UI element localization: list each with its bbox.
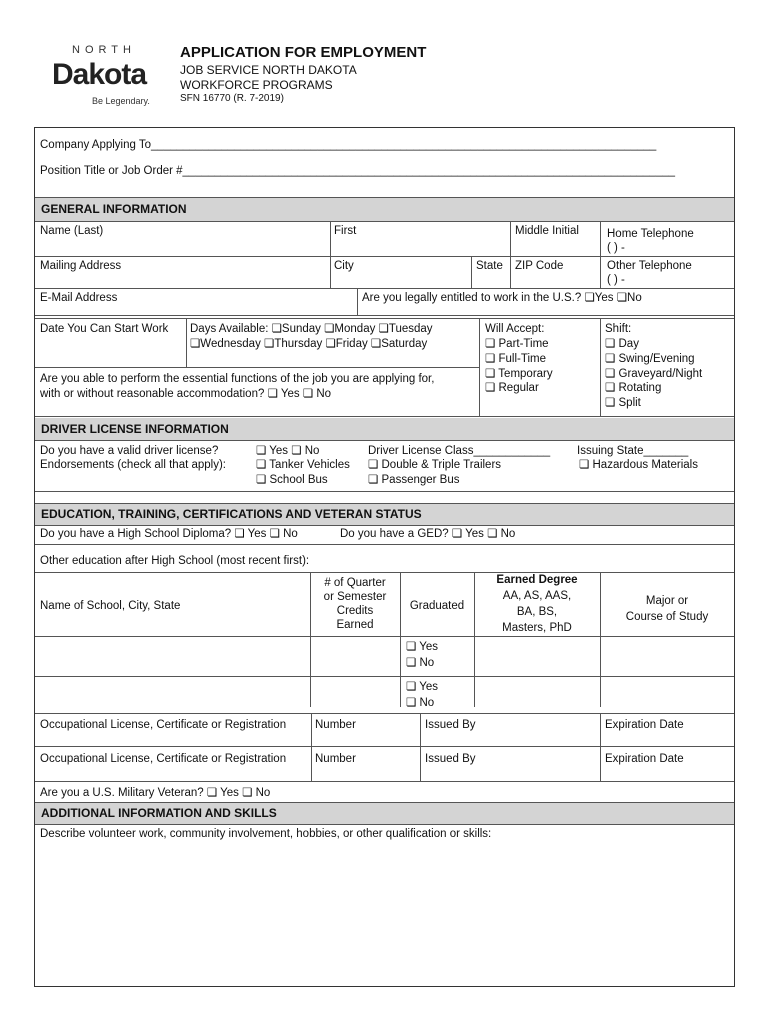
license-number-row2[interactable]: Number — [315, 753, 356, 765]
divider — [35, 525, 734, 526]
divider — [35, 746, 734, 747]
divider — [600, 572, 601, 707]
divider — [471, 256, 472, 288]
valid-license-options[interactable]: ❏ Yes ❏ No — [256, 445, 320, 457]
divider — [35, 491, 734, 492]
endorse-double-triple[interactable]: ❏ Double & Triple Trailers — [368, 459, 502, 471]
divider — [35, 676, 734, 677]
license-class-field[interactable]: Driver License Class____________ — [368, 445, 551, 457]
divider — [35, 572, 734, 573]
first-name-field[interactable]: First — [334, 225, 357, 237]
divider — [35, 781, 734, 782]
endorse-hazardous[interactable]: ❏ Hazardous Materials — [579, 459, 698, 471]
divider — [35, 221, 734, 222]
home-phone-field[interactable]: ( ) - — [607, 242, 625, 254]
divider — [35, 440, 734, 441]
divider — [600, 221, 601, 288]
col-degree-line3: Masters, PhD — [502, 622, 572, 634]
license-number-row1[interactable]: Number — [315, 719, 356, 731]
col-credits-line4: Earned — [336, 619, 374, 631]
ged-question[interactable]: Do you have a GED? ❏ Yes ❏ No — [340, 528, 516, 540]
shift-split[interactable]: ❏ Split — [605, 397, 641, 409]
other-phone-field[interactable]: ( ) - — [607, 274, 625, 286]
license-expiration-row1[interactable]: Expiration Date — [605, 719, 684, 731]
divider — [35, 315, 734, 316]
divider — [479, 318, 480, 416]
divider — [400, 572, 401, 707]
zip-field[interactable]: ZIP Code — [515, 260, 564, 272]
days-available-row1[interactable]: Days Available: ❏Sunday ❏Monday ❏Tuesday — [190, 323, 433, 335]
position-field[interactable]: Position Title or Job Order #_____________________________________________________________________________ — [40, 165, 676, 177]
col-school-header: Name of School, City, State — [40, 600, 181, 612]
license-label-row1: Occupational License, Certificate or Registration — [40, 719, 287, 731]
graduated-no-row1[interactable]: ❏ No — [406, 657, 435, 669]
graduated-yes-row1[interactable]: ❏ Yes — [406, 641, 439, 653]
diploma-question[interactable]: Do you have a High School Diploma? ❏ Yes ❏ No — [40, 528, 298, 540]
divider — [35, 288, 734, 289]
graduated-yes-row2[interactable]: ❏ Yes — [406, 681, 439, 693]
shift-label: Shift: — [605, 323, 632, 335]
divider — [186, 318, 187, 367]
license-issued-by-row1[interactable]: Issued By — [425, 719, 476, 731]
license-expiration-row2[interactable]: Expiration Date — [605, 753, 684, 765]
divider — [35, 503, 734, 504]
col-major-line1: Major or — [645, 595, 689, 607]
agency-line1: JOB SERVICE NORTH DAKOTA — [180, 63, 357, 77]
general-info-heading: GENERAL INFORMATION — [35, 197, 734, 221]
other-phone-label: Other Telephone — [607, 260, 692, 272]
veteran-question[interactable]: Are you a U.S. Military Veteran? ❏ Yes ❏ No — [40, 787, 271, 799]
logo-tagline: Be Legendary. — [92, 96, 150, 106]
divider — [330, 221, 331, 288]
divider — [35, 197, 734, 198]
divider — [35, 318, 734, 319]
accept-part-time[interactable]: ❏ Part-Time — [485, 338, 549, 350]
other-education-label: Other education after High School (most recent first): — [40, 555, 310, 567]
essential-functions-question: Are you able to perform the essential functions of the job you are applying for, — [40, 373, 435, 385]
shift-rotating[interactable]: ❏ Rotating — [605, 382, 662, 394]
divider — [35, 544, 734, 545]
essential-functions-options[interactable]: with or without reasonable accommodation? ❏ Yes ❏ No — [40, 388, 332, 400]
additional-info-textarea[interactable] — [36, 845, 733, 985]
days-available-row2[interactable]: ❏Wednesday ❏Thursday ❏Friday ❏Saturday — [190, 338, 428, 350]
col-major-line2: Course of Study — [625, 611, 709, 623]
middle-initial-field[interactable]: Middle Initial — [515, 225, 579, 237]
education-heading: EDUCATION, TRAINING, CERTIFICATIONS AND VETERAN STATUS — [35, 503, 734, 525]
divider — [600, 713, 601, 781]
form-title: APPLICATION FOR EMPLOYMENT — [180, 44, 427, 61]
divider — [600, 318, 601, 416]
divider — [35, 416, 734, 417]
col-credits-line2: or Semester — [323, 591, 387, 603]
divider — [357, 288, 358, 315]
divider — [35, 367, 479, 368]
legally-entitled-question[interactable]: Are you legally entitled to work in the U.S.? ❏Yes ❏No — [362, 292, 642, 304]
divider — [35, 713, 734, 714]
driver-license-heading: DRIVER LICENSE INFORMATION — [35, 418, 734, 440]
shift-graveyard[interactable]: ❏ Graveyard/Night — [605, 368, 703, 380]
divider — [35, 636, 734, 637]
col-credits-line1: # of Quarter — [324, 577, 386, 589]
divider — [35, 824, 734, 825]
col-graduated-header: Graduated — [409, 600, 465, 612]
accept-regular[interactable]: ❏ Regular — [485, 382, 539, 394]
city-field[interactable]: City — [334, 260, 354, 272]
additional-info-heading: ADDITIONAL INFORMATION AND SKILLS — [35, 803, 734, 824]
shift-swing[interactable]: ❏ Swing/Evening — [605, 353, 695, 365]
company-field[interactable]: Company Applying To_______________________________________________________________________________ — [40, 139, 657, 151]
name-last-field[interactable]: Name (Last) — [40, 225, 104, 237]
additional-info-prompt: Describe volunteer work, community involvement, hobbies, or other qualification or skills: — [40, 828, 492, 840]
col-degree-line1: AA, AS, AAS, — [502, 590, 572, 602]
start-date-field[interactable]: Date You Can Start Work — [40, 323, 169, 335]
license-label-row2: Occupational License, Certificate or Registration — [40, 753, 287, 765]
form-number: SFN 16770 (R. 7-2019) — [180, 93, 284, 104]
endorse-passenger-bus[interactable]: ❏ Passenger Bus — [368, 474, 460, 486]
divider — [510, 221, 511, 288]
email-field[interactable]: E-Mail Address — [40, 292, 118, 304]
col-degree-title: Earned Degree — [496, 574, 578, 586]
logo-dakota-text: Dakota — [52, 58, 147, 91]
endorsements-label: Endorsements (check all that apply): — [40, 459, 227, 471]
logo-north-text: NORTH — [72, 44, 136, 56]
endorse-school-bus[interactable]: ❏ School Bus — [256, 474, 328, 486]
accept-full-time[interactable]: ❏ Full-Time — [485, 353, 546, 365]
divider — [35, 256, 734, 257]
shift-day[interactable]: ❏ Day — [605, 338, 639, 350]
divider — [420, 713, 421, 781]
mailing-address-field[interactable]: Mailing Address — [40, 260, 122, 272]
valid-license-question: Do you have a valid driver license? — [40, 445, 219, 457]
col-credits-line3: Credits — [336, 605, 374, 617]
divider — [311, 713, 312, 781]
graduated-no-row2[interactable]: ❏ No — [406, 697, 435, 709]
col-degree-line2: BA, BS, — [516, 606, 558, 618]
accept-temporary[interactable]: ❏ Temporary — [485, 368, 553, 380]
issuing-state-field[interactable]: Issuing State_______ — [577, 445, 689, 457]
agency-line2: WORKFORCE PROGRAMS — [180, 78, 333, 92]
endorse-tanker[interactable]: ❏ Tanker Vehicles — [256, 459, 350, 471]
license-issued-by-row2[interactable]: Issued By — [425, 753, 476, 765]
state-field[interactable]: State — [476, 260, 503, 272]
will-accept-label: Will Accept: — [485, 323, 545, 335]
home-phone-label: Home Telephone — [607, 228, 694, 240]
